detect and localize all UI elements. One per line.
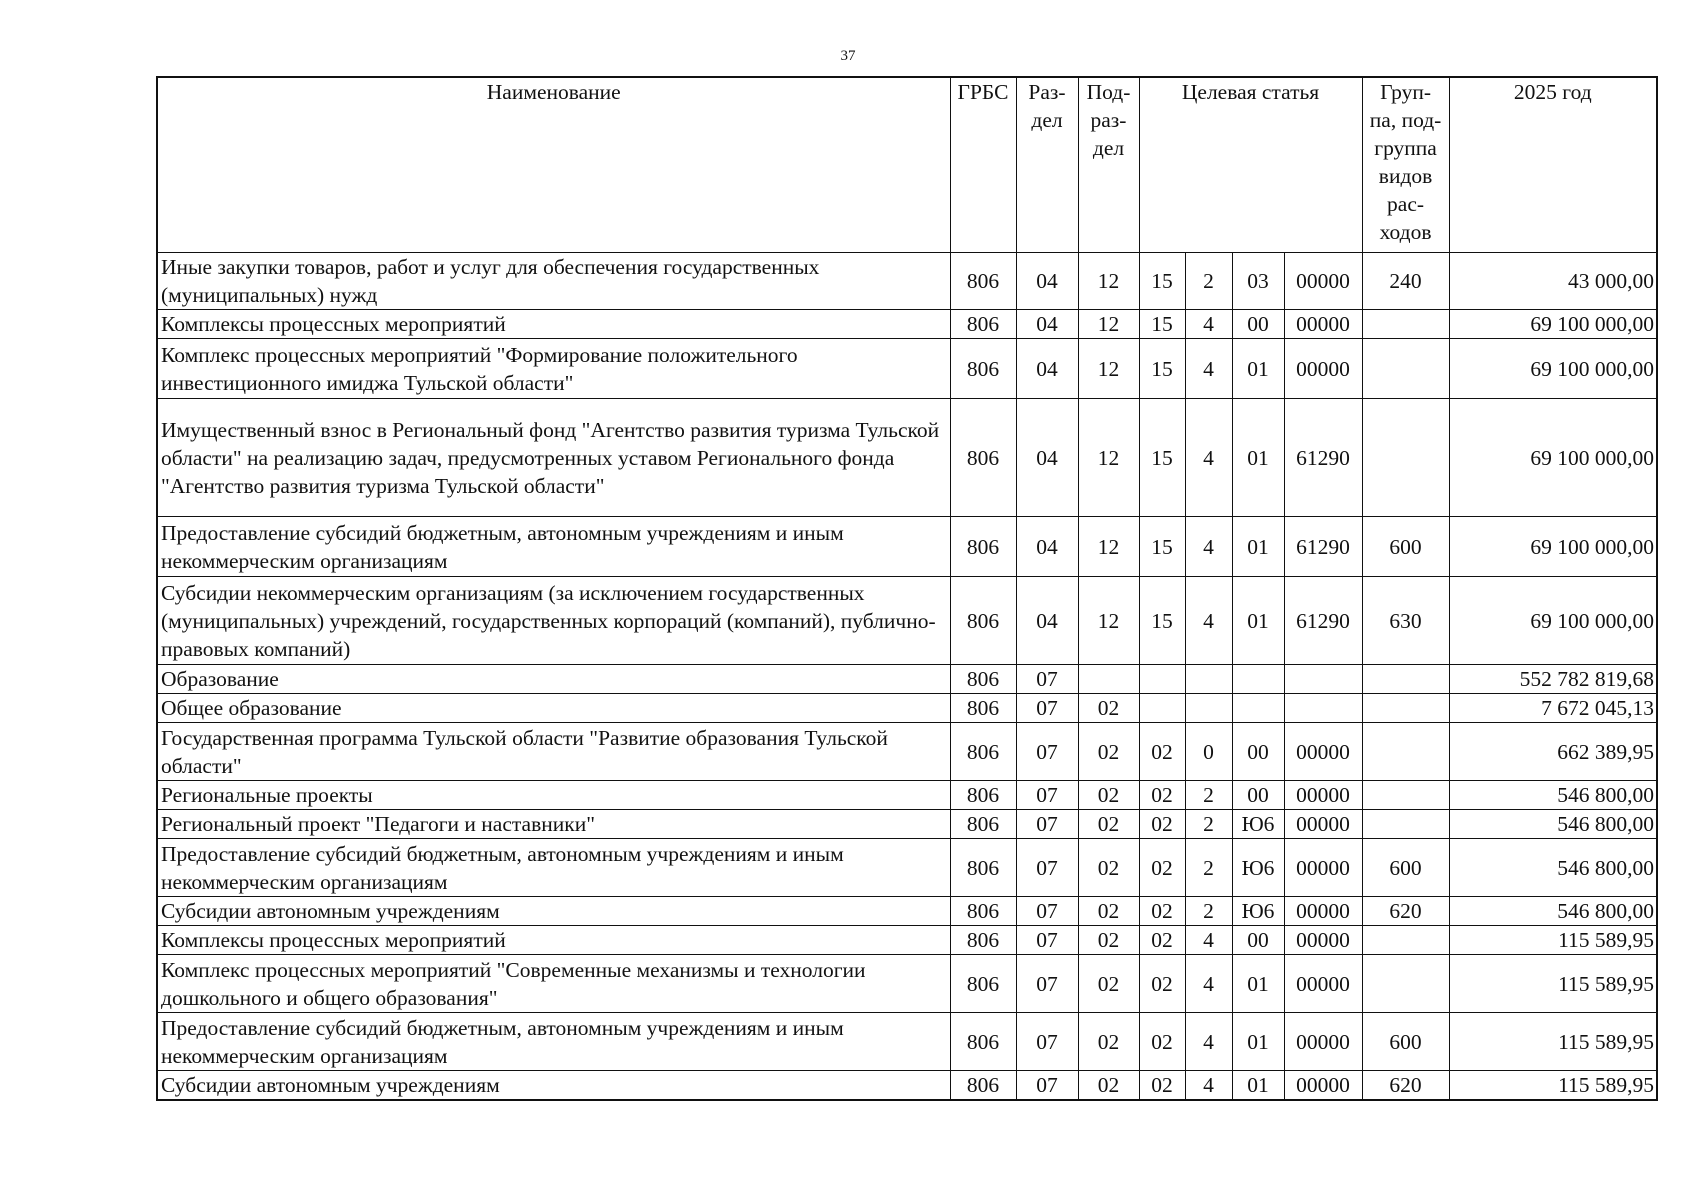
row-name: Региональные проекты <box>157 781 950 810</box>
row-target-direction: 61290 <box>1284 577 1362 665</box>
table-row <box>157 694 1657 723</box>
row-grbs: 806 <box>950 310 1016 339</box>
table-row <box>157 955 1657 1013</box>
row-amount: 546 800,00 <box>1449 781 1657 810</box>
budget-table <box>156 76 1658 1101</box>
row-target-program <box>1139 665 1185 694</box>
row-target-program <box>1139 694 1185 723</box>
row-razdel: 07 <box>1016 694 1078 723</box>
row-target-type: 0 <box>1185 723 1232 781</box>
row-razdel: 07 <box>1016 723 1078 781</box>
row-target-subtype: 00 <box>1232 781 1284 810</box>
table-row <box>157 723 1657 781</box>
row-expense-group: 600 <box>1362 839 1449 897</box>
row-podrazdel: 02 <box>1078 723 1139 781</box>
row-target-direction: 00000 <box>1284 310 1362 339</box>
row-expense-group <box>1362 339 1449 399</box>
row-target-subtype: 01 <box>1232 1013 1284 1071</box>
row-expense-group <box>1362 399 1449 517</box>
row-amount: 115 589,95 <box>1449 926 1657 955</box>
row-expense-group <box>1362 926 1449 955</box>
row-expense-group <box>1362 665 1449 694</box>
row-target-direction: 00000 <box>1284 723 1362 781</box>
row-podrazdel: 02 <box>1078 1071 1139 1101</box>
row-podrazdel: 02 <box>1078 897 1139 926</box>
row-expense-group <box>1362 694 1449 723</box>
row-razdel: 07 <box>1016 897 1078 926</box>
row-razdel: 07 <box>1016 810 1078 839</box>
row-target-program: 15 <box>1139 339 1185 399</box>
row-podrazdel: 02 <box>1078 694 1139 723</box>
row-name: Региональный проект "Педагоги и наставники" <box>157 810 950 839</box>
row-amount: 69 100 000,00 <box>1449 399 1657 517</box>
row-target-type: 4 <box>1185 399 1232 517</box>
row-amount: 69 100 000,00 <box>1449 310 1657 339</box>
row-podrazdel: 12 <box>1078 339 1139 399</box>
row-target-direction: 00000 <box>1284 781 1362 810</box>
row-target-program: 02 <box>1139 781 1185 810</box>
row-expense-group: 620 <box>1362 1071 1449 1101</box>
row-target-subtype: 01 <box>1232 399 1284 517</box>
row-grbs: 806 <box>950 665 1016 694</box>
row-razdel: 04 <box>1016 517 1078 577</box>
row-grbs: 806 <box>950 253 1016 310</box>
row-grbs: 806 <box>950 517 1016 577</box>
row-target-type: 4 <box>1185 339 1232 399</box>
row-target-type: 2 <box>1185 897 1232 926</box>
table-row <box>157 339 1657 399</box>
row-target-direction: 00000 <box>1284 339 1362 399</box>
row-razdel: 07 <box>1016 955 1078 1013</box>
table-row <box>157 810 1657 839</box>
row-target-program: 02 <box>1139 1013 1185 1071</box>
row-amount: 662 389,95 <box>1449 723 1657 781</box>
row-podrazdel: 12 <box>1078 577 1139 665</box>
row-target-type: 4 <box>1185 310 1232 339</box>
row-target-direction: 00000 <box>1284 1071 1362 1101</box>
row-amount: 546 800,00 <box>1449 897 1657 926</box>
row-razdel: 04 <box>1016 577 1078 665</box>
row-target-direction <box>1284 665 1362 694</box>
row-amount: 115 589,95 <box>1449 1071 1657 1101</box>
row-razdel: 07 <box>1016 839 1078 897</box>
row-amount: 69 100 000,00 <box>1449 339 1657 399</box>
row-razdel: 07 <box>1016 1071 1078 1101</box>
row-grbs: 806 <box>950 897 1016 926</box>
row-name: Предоставление субсидий бюджетным, автономным учреждениям и иным некоммерческим организациям <box>157 517 950 577</box>
row-name: Предоставление субсидий бюджетным, автономным учреждениям и иным некоммерческим организациям <box>157 1013 950 1071</box>
row-target-program: 15 <box>1139 310 1185 339</box>
row-name: Субсидии некоммерческим организациям (за исключением государственных (муниципальных) учреждений, государственных корпораций (компаний), публично-правовых компаний) <box>157 577 950 665</box>
row-target-direction: 00000 <box>1284 926 1362 955</box>
table-row <box>157 1013 1657 1071</box>
row-name: Иные закупки товаров, работ и услуг для обеспечения государственных (муниципальных) нужд <box>157 253 950 310</box>
row-razdel: 07 <box>1016 665 1078 694</box>
row-target-subtype: 01 <box>1232 1071 1284 1101</box>
row-name: Имущественный взнос в Региональный фонд "Агентство развития туризма Тульской области" на реализацию задач, предусмотренных уставом Регионального фонда "Агентство развития туризма Тульской области" <box>157 399 950 517</box>
row-target-direction: 00000 <box>1284 839 1362 897</box>
table-row <box>157 781 1657 810</box>
row-grbs: 806 <box>950 694 1016 723</box>
row-target-type: 2 <box>1185 781 1232 810</box>
row-target-subtype: 01 <box>1232 955 1284 1013</box>
row-target-type: 4 <box>1185 955 1232 1013</box>
header-year: 2025 год <box>1449 77 1657 253</box>
table-body <box>157 253 1657 1101</box>
row-expense-group: 620 <box>1362 897 1449 926</box>
row-target-subtype: Ю6 <box>1232 810 1284 839</box>
row-target-program: 02 <box>1139 955 1185 1013</box>
table-header-row <box>157 77 1657 253</box>
row-expense-group: 240 <box>1362 253 1449 310</box>
header-expense-group: Груп- па, под- группа видов рас- ходов <box>1362 77 1449 253</box>
row-podrazdel: 12 <box>1078 399 1139 517</box>
row-name: Субсидии автономным учреждениям <box>157 897 950 926</box>
row-target-subtype: 01 <box>1232 339 1284 399</box>
row-grbs: 806 <box>950 955 1016 1013</box>
header-razdel: Раз- дел <box>1016 77 1078 253</box>
row-target-subtype: 00 <box>1232 310 1284 339</box>
table-row <box>157 1071 1657 1101</box>
row-target-direction: 00000 <box>1284 955 1362 1013</box>
row-grbs: 806 <box>950 1013 1016 1071</box>
row-target-program: 02 <box>1139 723 1185 781</box>
row-target-type: 4 <box>1185 926 1232 955</box>
row-target-direction <box>1284 694 1362 723</box>
row-amount: 115 589,95 <box>1449 1013 1657 1071</box>
row-podrazdel: 02 <box>1078 781 1139 810</box>
row-name: Комплексы процессных мероприятий <box>157 926 950 955</box>
row-razdel: 07 <box>1016 781 1078 810</box>
row-target-program: 02 <box>1139 926 1185 955</box>
header-podrazdel: Под- раз- дел <box>1078 77 1139 253</box>
row-target-type: 4 <box>1185 1071 1232 1101</box>
row-name: Комплекс процессных мероприятий "Современные механизмы и технологии дошкольного и общего образования" <box>157 955 950 1013</box>
row-amount: 69 100 000,00 <box>1449 577 1657 665</box>
row-grbs: 806 <box>950 1071 1016 1101</box>
row-target-subtype: Ю6 <box>1232 897 1284 926</box>
row-target-subtype: 01 <box>1232 517 1284 577</box>
row-amount: 69 100 000,00 <box>1449 517 1657 577</box>
row-razdel: 04 <box>1016 253 1078 310</box>
row-grbs: 806 <box>950 839 1016 897</box>
row-grbs: 806 <box>950 926 1016 955</box>
header-grbs: ГРБС <box>950 77 1016 253</box>
row-target-program: 15 <box>1139 577 1185 665</box>
row-target-program: 15 <box>1139 517 1185 577</box>
row-amount: 546 800,00 <box>1449 810 1657 839</box>
row-target-type: 2 <box>1185 253 1232 310</box>
table-row <box>157 839 1657 897</box>
row-podrazdel: 02 <box>1078 1013 1139 1071</box>
row-grbs: 806 <box>950 781 1016 810</box>
row-target-type: 4 <box>1185 577 1232 665</box>
row-target-program: 15 <box>1139 253 1185 310</box>
row-target-direction: 61290 <box>1284 517 1362 577</box>
row-expense-group <box>1362 955 1449 1013</box>
table-row <box>157 665 1657 694</box>
row-target-program: 02 <box>1139 839 1185 897</box>
row-target-type: 2 <box>1185 810 1232 839</box>
row-target-subtype: Ю6 <box>1232 839 1284 897</box>
row-target-program: 02 <box>1139 810 1185 839</box>
row-razdel: 07 <box>1016 1013 1078 1071</box>
row-target-program: 02 <box>1139 1071 1185 1101</box>
row-target-direction: 00000 <box>1284 1013 1362 1071</box>
row-amount: 43 000,00 <box>1449 253 1657 310</box>
header-target-article: Целевая статья <box>1139 77 1362 253</box>
page-number: 37 <box>840 48 856 64</box>
row-podrazdel: 02 <box>1078 926 1139 955</box>
row-expense-group: 600 <box>1362 517 1449 577</box>
row-name: Комплекс процессных мероприятий "Формирование положительного инвестиционного имиджа Тульской области" <box>157 339 950 399</box>
row-grbs: 806 <box>950 577 1016 665</box>
row-target-program: 15 <box>1139 399 1185 517</box>
row-grbs: 806 <box>950 399 1016 517</box>
row-target-direction: 00000 <box>1284 253 1362 310</box>
table-row <box>157 517 1657 577</box>
row-grbs: 806 <box>950 810 1016 839</box>
row-razdel: 04 <box>1016 310 1078 339</box>
row-amount: 115 589,95 <box>1449 955 1657 1013</box>
row-target-subtype <box>1232 694 1284 723</box>
row-name: Общее образование <box>157 694 950 723</box>
row-podrazdel: 02 <box>1078 810 1139 839</box>
row-expense-group <box>1362 810 1449 839</box>
row-expense-group <box>1362 723 1449 781</box>
row-expense-group <box>1362 310 1449 339</box>
table-row <box>157 253 1657 310</box>
row-expense-group: 630 <box>1362 577 1449 665</box>
row-amount: 552 782 819,68 <box>1449 665 1657 694</box>
row-target-direction: 00000 <box>1284 897 1362 926</box>
row-name: Субсидии автономным учреждениям <box>157 1071 950 1101</box>
header-name: Наименование <box>157 77 950 253</box>
table-row <box>157 310 1657 339</box>
row-grbs: 806 <box>950 723 1016 781</box>
row-target-direction: 00000 <box>1284 810 1362 839</box>
table-row <box>157 399 1657 517</box>
row-amount: 7 672 045,13 <box>1449 694 1657 723</box>
row-podrazdel: 12 <box>1078 253 1139 310</box>
row-grbs: 806 <box>950 339 1016 399</box>
row-target-subtype: 00 <box>1232 723 1284 781</box>
row-name: Государственная программа Тульской области "Развитие образования Тульской области" <box>157 723 950 781</box>
row-target-subtype: 01 <box>1232 577 1284 665</box>
row-amount: 546 800,00 <box>1449 839 1657 897</box>
row-name: Образование <box>157 665 950 694</box>
row-target-subtype: 03 <box>1232 253 1284 310</box>
row-podrazdel: 02 <box>1078 839 1139 897</box>
row-target-type <box>1185 694 1232 723</box>
row-podrazdel <box>1078 665 1139 694</box>
row-razdel: 04 <box>1016 339 1078 399</box>
row-podrazdel: 02 <box>1078 955 1139 1013</box>
row-target-type <box>1185 665 1232 694</box>
row-target-type: 4 <box>1185 1013 1232 1071</box>
row-expense-group: 600 <box>1362 1013 1449 1071</box>
table-row <box>157 577 1657 665</box>
row-target-program: 02 <box>1139 897 1185 926</box>
table-row <box>157 897 1657 926</box>
row-podrazdel: 12 <box>1078 517 1139 577</box>
row-target-direction: 61290 <box>1284 399 1362 517</box>
row-name: Предоставление субсидий бюджетным, автономным учреждениям и иным некоммерческим организациям <box>157 839 950 897</box>
row-podrazdel: 12 <box>1078 310 1139 339</box>
row-razdel: 07 <box>1016 926 1078 955</box>
row-target-type: 2 <box>1185 839 1232 897</box>
row-target-subtype: 00 <box>1232 926 1284 955</box>
row-name: Комплексы процессных мероприятий <box>157 310 950 339</box>
table-row <box>157 926 1657 955</box>
row-target-type: 4 <box>1185 517 1232 577</box>
row-target-subtype <box>1232 665 1284 694</box>
row-razdel: 04 <box>1016 399 1078 517</box>
row-expense-group <box>1362 781 1449 810</box>
